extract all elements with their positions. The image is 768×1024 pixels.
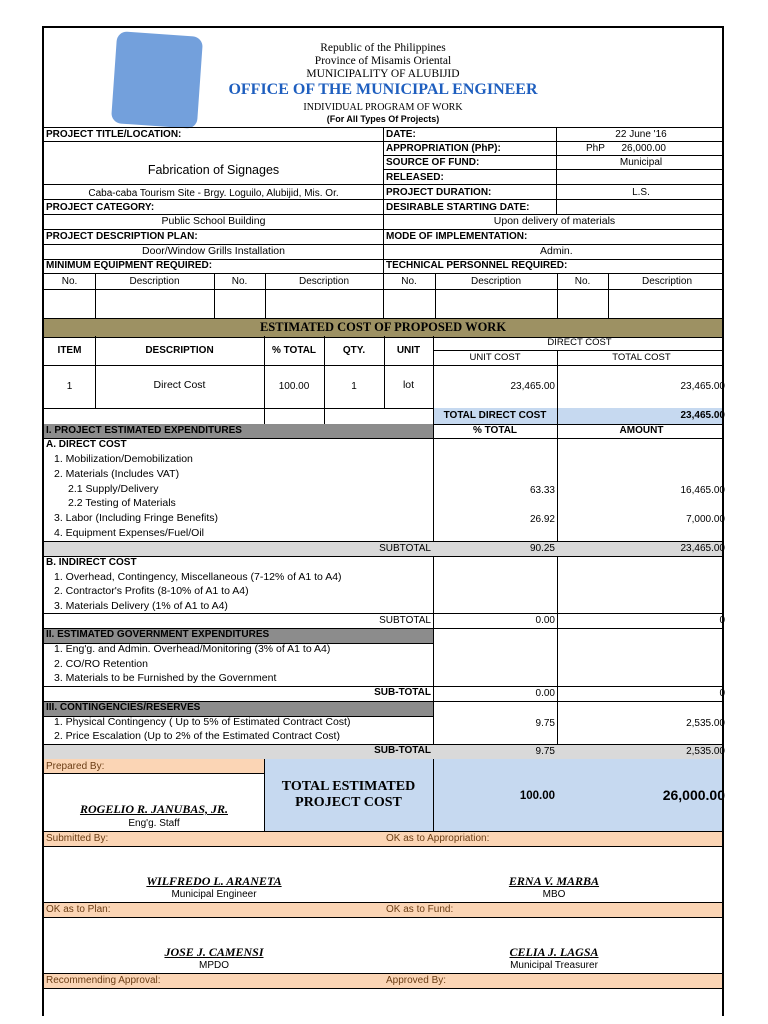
a3-labor: 3. Labor (Including Fringe Benefits): [54, 512, 219, 524]
category-value: Public School Building: [161, 215, 266, 227]
row-unit-cost: 23,465.00: [510, 381, 555, 392]
a22-testing: 2.2 Testing of Materials: [68, 497, 176, 509]
row-qty: 1: [351, 381, 357, 392]
a4-equipment: 4. Equipment Expenses/Fuel/Oil: [54, 527, 204, 539]
c-subtotal-amount: 2,535.00: [686, 746, 725, 757]
g3-materials: 3. Materials to be Furnished by the Government: [54, 672, 277, 684]
row-pct-total: 100.00: [278, 381, 310, 392]
appropriation-label: APPROPRIATION (PhP):: [386, 143, 501, 154]
mode-label: MODE OF IMPLEMENTATION:: [386, 231, 528, 242]
total-direct-value: 23,465.00: [680, 410, 725, 421]
submitted-by-band: [44, 831, 722, 847]
fund-name: CELIA J. LAGSA: [509, 945, 599, 959]
recommending-label: Recommending Approval:: [46, 975, 161, 986]
row-unit: lot: [402, 379, 415, 391]
ok-plan-band: [44, 902, 722, 918]
total-estimated-label-2: PROJECT COST: [295, 795, 402, 810]
unit-cost-header: UNIT COST: [469, 352, 521, 363]
date-value: 22 June '16: [615, 129, 667, 140]
starting-date-label: DESIRABLE STARTING DATE:: [386, 202, 530, 213]
appropriation-value: 26,000.00: [621, 143, 666, 154]
appropriation-name: ERNA V. MARBA: [508, 874, 600, 888]
form-subtitle: (For All Types Of Projects): [326, 114, 440, 124]
b-subtotal-pct: 0.00: [535, 615, 555, 626]
ok-plan-label: OK as to Plan:: [46, 904, 111, 915]
section-1-title: I. PROJECT ESTIMATED EXPENDITURES: [46, 425, 242, 436]
section-3-title: III. CONTINGENCIES/RESERVES: [46, 702, 201, 713]
description-header: DESCRIPTION: [145, 345, 214, 356]
g2-retention: 2. CO/RO Retention: [54, 658, 148, 670]
project-title-label: PROJECT TITLE/LOCATION:: [46, 129, 182, 140]
program-of-work-sheet: [42, 26, 724, 1016]
exp-amount-header: AMOUNT: [619, 425, 664, 436]
a3-amount: 7,000.00: [686, 514, 725, 525]
technical-personnel-label: TECHNICAL PERSONNEL REQUIRED:: [386, 260, 568, 271]
ok-appropriation-label: OK as to Appropriation:: [386, 833, 490, 844]
released-label: RELEASED:: [386, 172, 444, 183]
g1-overhead: 1. Eng'g. and Admin. Overhead/Monitoring (3% of A1 to A4): [54, 643, 331, 655]
unit-header: UNIT: [396, 345, 421, 356]
g-subtotal-pct: 0.00: [535, 688, 555, 699]
a2-materials: 2. Materials (Includes VAT): [54, 468, 180, 480]
office-title: OFFICE OF THE MUNICIPAL ENGINEER: [228, 81, 538, 98]
direct-cost-section: A. DIRECT COST: [46, 439, 127, 450]
c-subtotal-pct: 9.75: [535, 746, 555, 757]
prepared-by-title: Eng'g. Staff: [128, 818, 180, 829]
a-subtotal-pct: 90.25: [529, 543, 555, 554]
a-subtotal-amount: 23,465.00: [680, 543, 725, 554]
indirect-cost-section: B. INDIRECT COST: [46, 557, 137, 568]
personnel-no-header: No.: [401, 276, 417, 287]
duration-value: L.S.: [632, 187, 650, 198]
plan-value: Door/Window Grills Installation: [142, 245, 285, 257]
exp-pct-header: % TOTAL: [472, 425, 518, 436]
equipment-no-header: No.: [61, 276, 78, 287]
row-description: Direct Cost: [153, 379, 206, 391]
g-subtotal-amount: 0: [719, 688, 725, 699]
pct-total-header: % TOTAL: [271, 345, 317, 356]
mode-value: Admin.: [540, 245, 573, 257]
a1-mobilization: 1. Mobilization/Demobilization: [54, 453, 193, 465]
total-estimated-label-1: TOTAL ESTIMATED: [281, 779, 416, 794]
c1-pct: 9.75: [535, 718, 555, 729]
total-direct-label: TOTAL DIRECT COST: [443, 410, 547, 421]
b2-profits: 2. Contractor's Profits (8-10% of A1 to A4): [54, 585, 249, 597]
prepared-by-label: Prepared By:: [46, 761, 105, 772]
submitted-by-name: WILFREDO L. ARANETA: [146, 874, 282, 888]
row-item: 1: [66, 381, 73, 392]
duration-label: PROJECT DURATION:: [386, 187, 492, 198]
header-line-province: Province of Misamis Oriental: [314, 55, 452, 67]
submitted-by-title: Municipal Engineer: [171, 889, 257, 900]
equipment-no-header-2: No.: [231, 276, 248, 287]
a21-amount: 16,465.00: [680, 485, 725, 496]
category-label: PROJECT CATEGORY:: [46, 202, 155, 213]
equipment-desc-header: Description: [129, 276, 180, 287]
equipment-label: MINIMUM EQUIPMENT REQUIRED:: [46, 260, 213, 271]
total-estimated-pct: 100.00: [519, 790, 555, 802]
total-cost-header: TOTAL COST: [612, 352, 671, 363]
b-subtotal-label: SUBTOTAL: [379, 615, 431, 626]
direct-cost-header: DIRECT COST: [547, 337, 612, 348]
header-line-republic: Republic of the Philippines: [320, 42, 446, 54]
a21-supply: 2.1 Supply/Delivery: [68, 483, 159, 495]
appropriation-currency: PhP: [586, 143, 605, 154]
source-of-fund-label: SOURCE OF FUND:: [386, 157, 480, 168]
form-title: INDIVIDUAL PROGRAM OF WORK: [303, 102, 463, 113]
plan-label: PROJECT DESCRIPTION PLAN:: [46, 231, 198, 242]
a21-pct: 63.33: [529, 485, 555, 496]
project-title-value: Fabrication of Signages: [147, 163, 280, 177]
g-subtotal-label: SUB-TOTAL: [374, 687, 431, 698]
c1-amount: 2,535.00: [686, 718, 725, 729]
section-2-title: II. ESTIMATED GOVERNMENT EXPENDITURES: [46, 629, 270, 640]
c2-price-escalation: 2. Price Escalation (Up to 2% of the Estimated Contract Cost): [54, 730, 340, 742]
item-header: ITEM: [57, 345, 82, 356]
source-of-fund-value: Municipal: [619, 157, 663, 168]
personnel-desc-header-2: Description: [641, 276, 693, 287]
project-location-value: Caba-caba Tourism Site - Brgy. Loguilo, Alubijid, Mis. Or.: [88, 188, 339, 199]
plan-title: MPDO: [199, 960, 229, 971]
a-subtotal-label: SUBTOTAL: [379, 543, 431, 554]
qty-header: QTY.: [342, 345, 366, 356]
b3-delivery: 3. Materials Delivery (1% of A1 to A4): [54, 600, 228, 612]
b1-overhead: 1. Overhead, Contingency, Miscellaneous (7-12% of A1 to A4): [54, 571, 342, 583]
submitted-by-label: Submitted By:: [46, 833, 109, 844]
total-estimated-amount: 26,000.00: [662, 787, 725, 803]
estimated-cost-title: ESTIMATED COST OF PROPOSED WORK: [259, 320, 507, 334]
a3-pct: 26.92: [529, 514, 555, 525]
prepared-by-name: ROGELIO R. JANUBAS, JR.: [79, 802, 229, 816]
ok-fund-label: OK as to Fund:: [386, 904, 454, 915]
fund-title: Municipal Treasurer: [510, 960, 598, 971]
personnel-desc-header: Description: [470, 276, 522, 287]
appropriation-title: MBO: [542, 889, 566, 900]
c-subtotal-label: SUB-TOTAL: [374, 745, 431, 756]
approved-by-label: Approved By:: [386, 975, 447, 986]
personnel-no-header-2: No.: [574, 276, 591, 287]
plan-name: JOSE J. CAMENSI: [164, 945, 264, 959]
date-label: DATE:: [386, 129, 416, 140]
starting-date-value: Upon delivery of materials: [493, 215, 616, 227]
c1-physical-contingency: 1. Physical Contingency ( Up to 5% of Estimated Contract Cost): [54, 716, 351, 728]
b-subtotal-amount: 0: [719, 615, 725, 626]
header-line-municipality: MUNICIPALITY OF ALUBIJID: [306, 68, 460, 80]
row-total-cost: 23,465.00: [680, 381, 725, 392]
equipment-desc-header-2: Description: [298, 276, 350, 287]
